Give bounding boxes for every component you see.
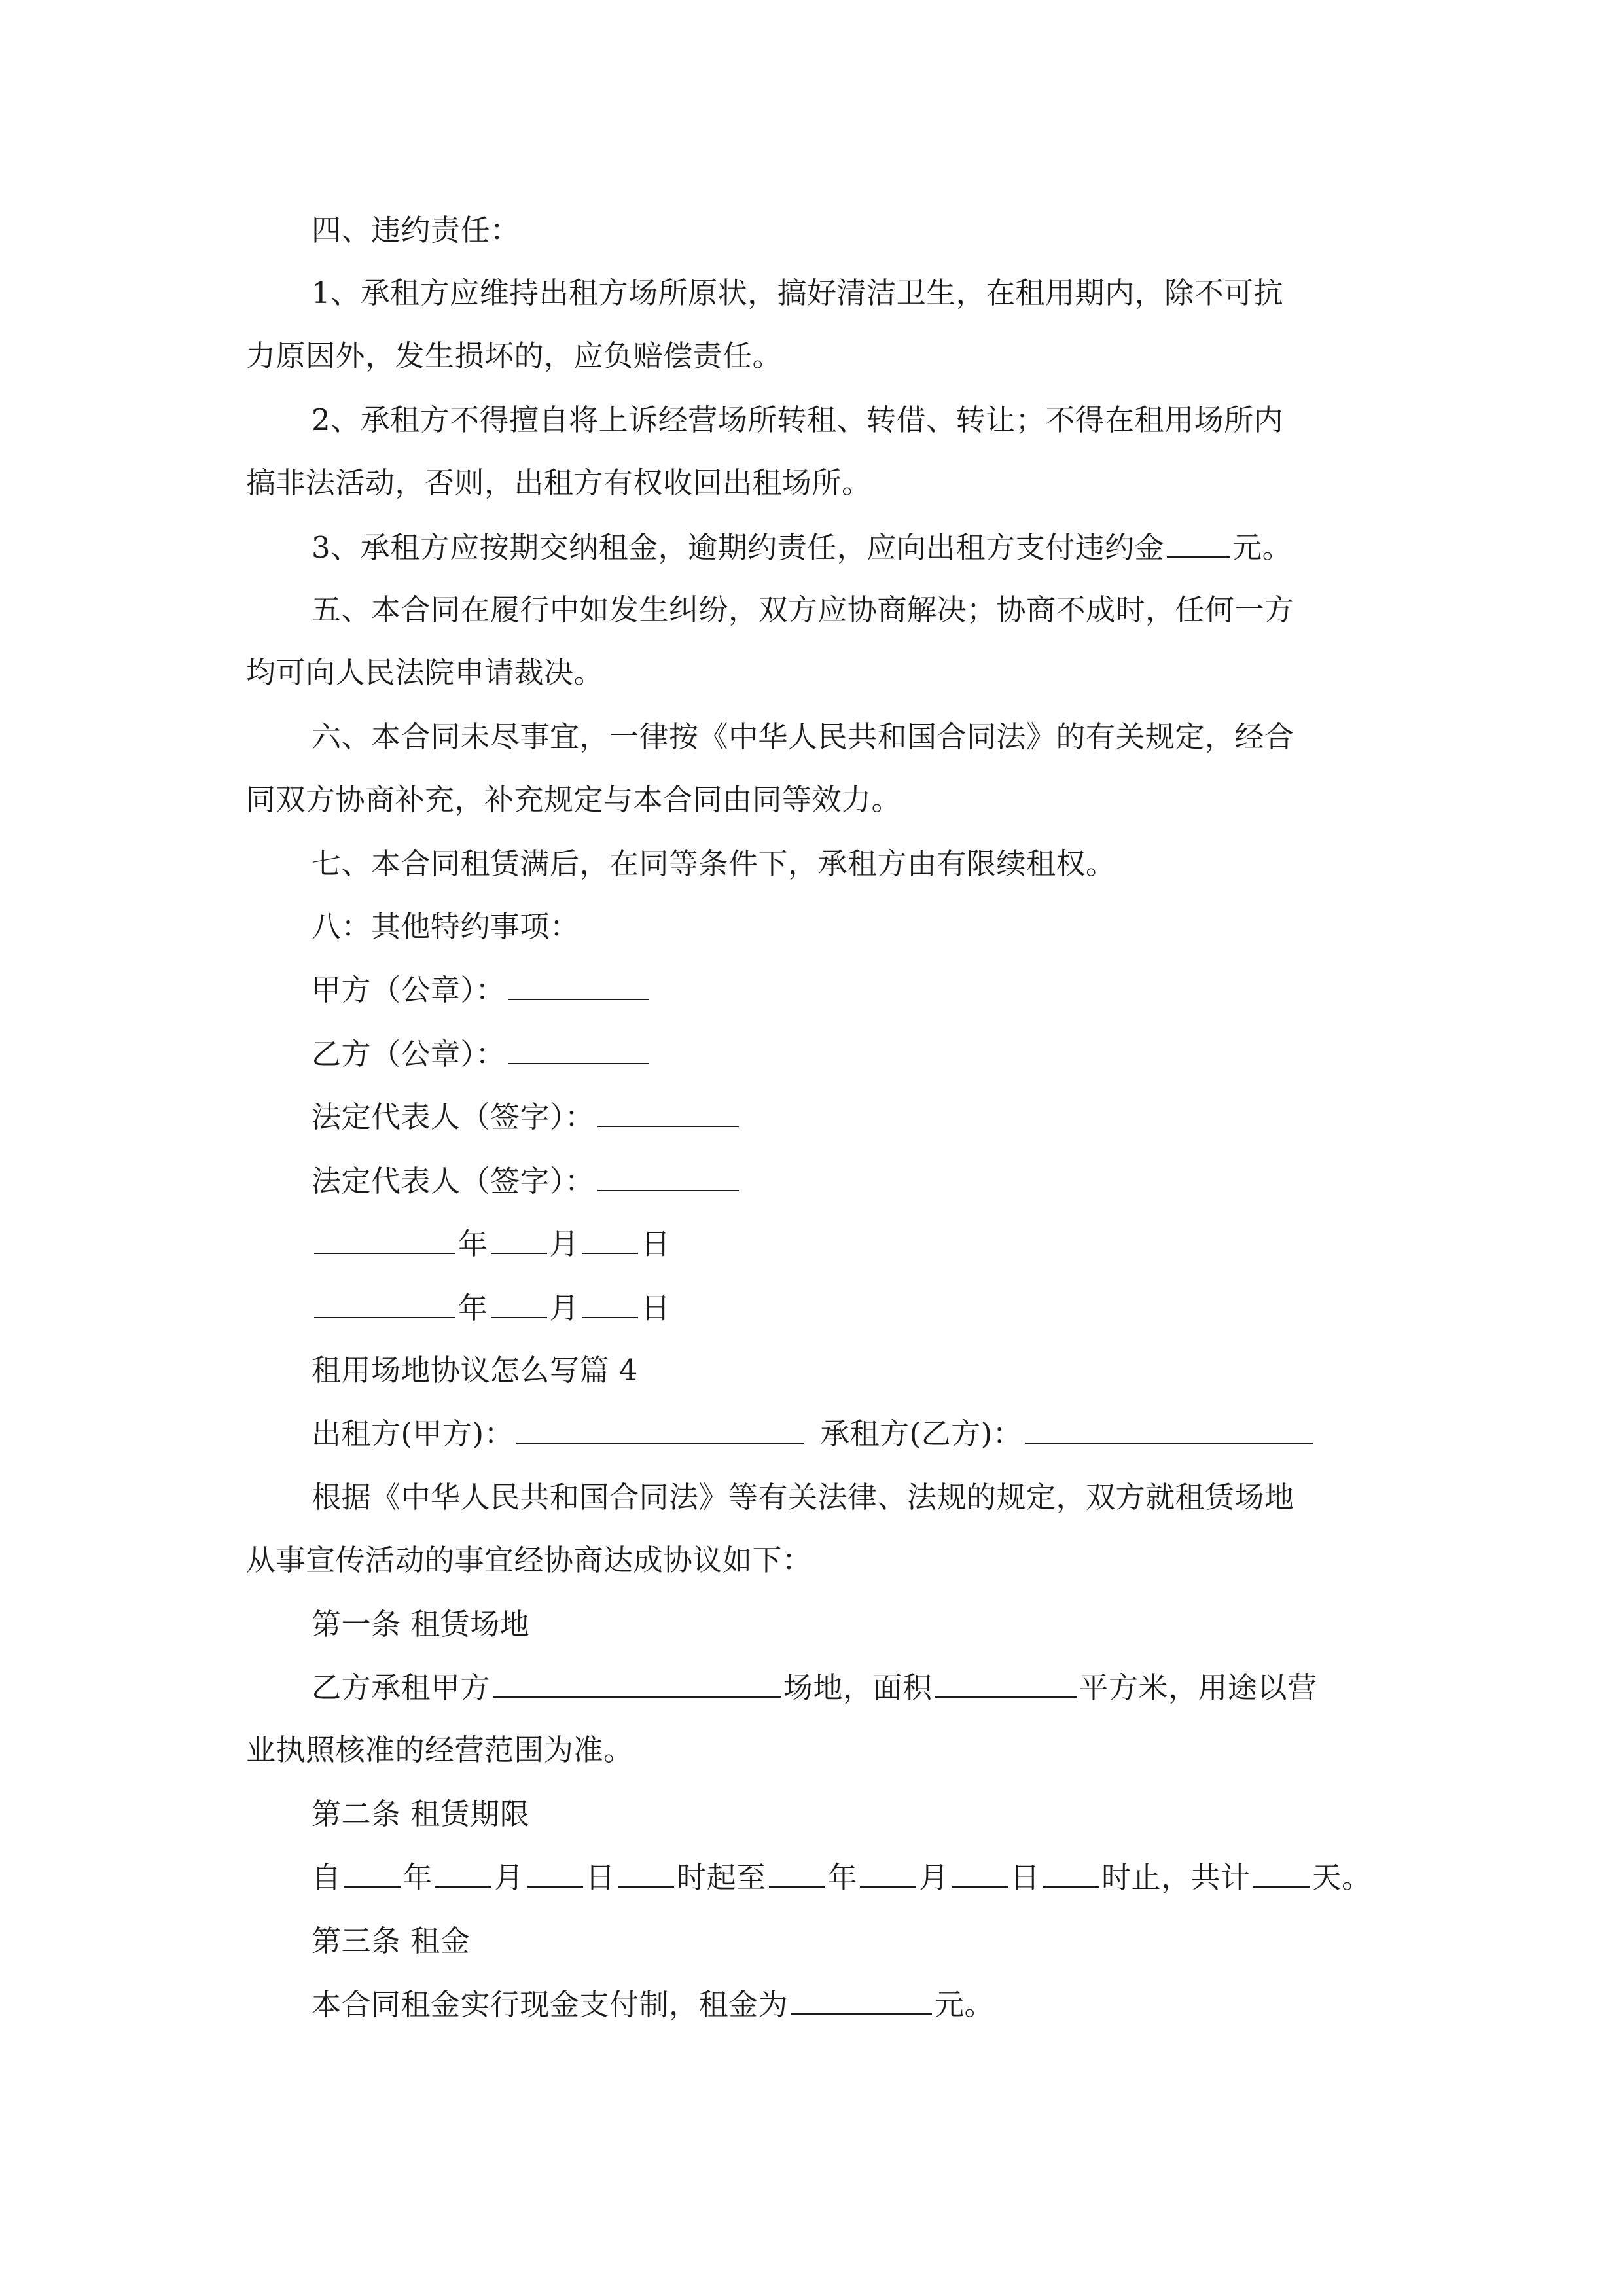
lease-term-row xyxy=(312,1857,1372,1897)
total-days-blank[interactable] xyxy=(1253,1857,1310,1888)
area-blank[interactable] xyxy=(935,1668,1077,1698)
rent-amount-blank[interactable] xyxy=(791,1984,932,2015)
date-a-day-blank[interactable] xyxy=(582,1224,638,1254)
intro-line-1: 根据《中华人民共和国合同法》等有关法律、法规的规定，双方就租赁场地 xyxy=(312,1480,1294,1515)
start-year-blank[interactable] xyxy=(344,1857,401,1888)
start-day-blank[interactable] xyxy=(527,1857,583,1888)
date-row-a xyxy=(312,1224,671,1264)
dispute-clause-line-2: 均可向人民法院申请裁决。 xyxy=(246,655,604,690)
year-label: 年 xyxy=(402,1860,433,1895)
day-label: 日 xyxy=(585,1860,616,1895)
lessee-blank[interactable] xyxy=(1025,1414,1313,1444)
yuan-unit: 元。 xyxy=(1232,530,1293,565)
day-label: 日 xyxy=(641,1227,671,1261)
article-1-line-1 xyxy=(312,1668,1317,1708)
other-matters-line-2: 同双方协商补充，补充规定与本合同由同等效力。 xyxy=(246,782,902,817)
rent-unit: 元。 xyxy=(935,1987,995,2022)
article-1-text-a: 乙方承租甲方 xyxy=(312,1670,491,1705)
party-b-seal-blank[interactable] xyxy=(508,1034,649,1064)
article-1-heading: 第一条 租赁场地 xyxy=(312,1607,530,1641)
lessor-blank[interactable] xyxy=(516,1414,804,1444)
party-b-seal-label: 乙方（公章）： xyxy=(312,1037,506,1071)
hour-from-label: 时起至 xyxy=(677,1860,766,1895)
day-label: 日 xyxy=(1010,1860,1041,1895)
other-matters-line-1: 六、本合同未尽事宜，一律按《中华人民共和国合同法》的有关规定，经合 xyxy=(312,719,1294,754)
party-a-seal-blank[interactable] xyxy=(508,970,649,1000)
hour-to-label: 时止，共计 xyxy=(1101,1860,1251,1895)
date-b-year-blank[interactable] xyxy=(314,1288,455,1318)
from-label: 自 xyxy=(312,1860,342,1895)
breach-item-1-line-1: 1、承租方应维持出租方场所原状，搞好清洁卫生，在租用期内，除不可抗 xyxy=(312,276,1284,310)
lessee-label: 承租方(乙方)： xyxy=(820,1416,1023,1451)
article-1-line-2: 业执照核准的经营范围为准。 xyxy=(246,1732,633,1767)
legal-rep-a-label: 法定代表人（签字）： xyxy=(312,1100,595,1134)
month-label: 月 xyxy=(494,1860,524,1895)
date-b-day-blank[interactable] xyxy=(582,1288,638,1318)
end-hour-blank[interactable] xyxy=(1043,1857,1099,1888)
end-day-blank[interactable] xyxy=(952,1857,1008,1888)
party-b-seal-row xyxy=(312,1034,652,1074)
breach-item-2-line-2: 搞非法活动，否则，出租方有权收回出租场所。 xyxy=(246,465,872,500)
year-label: 年 xyxy=(458,1227,488,1261)
breach-item-3-text: 3、承租方应按期交纳租金，逾期约责任，应向出租方支付违约金 xyxy=(312,530,1165,565)
legal-rep-b-row xyxy=(312,1161,741,1201)
breach-item-1-line-2: 力原因外，发生损坏的，应负赔偿责任。 xyxy=(246,338,783,373)
end-year-blank[interactable] xyxy=(769,1857,825,1888)
intro-line-2: 从事宣传活动的事宜经协商达成协议如下： xyxy=(246,1543,812,1577)
special-terms-heading: 八：其他特约事项： xyxy=(312,909,580,944)
section-breach-heading: 四、违约责任： xyxy=(312,213,520,247)
day-label: 日 xyxy=(641,1291,671,1325)
year-label: 年 xyxy=(458,1291,488,1325)
month-label: 月 xyxy=(549,1291,580,1325)
rent-text: 本合同租金实行现金支付制，租金为 xyxy=(312,1987,789,2022)
article-2-heading: 第二条 租赁期限 xyxy=(312,1797,530,1831)
date-a-month-blank[interactable] xyxy=(491,1224,547,1254)
legal-rep-b-blank[interactable] xyxy=(597,1161,739,1191)
legal-rep-a-blank[interactable] xyxy=(597,1097,739,1127)
venue-blank[interactable] xyxy=(493,1668,781,1698)
month-label: 月 xyxy=(549,1227,580,1261)
date-a-year-blank[interactable] xyxy=(314,1224,455,1254)
article-4-title: 租用场地协议怎么写篇 4 xyxy=(312,1353,638,1388)
legal-rep-a-row xyxy=(312,1097,741,1137)
start-hour-blank[interactable] xyxy=(618,1857,674,1888)
parties-row xyxy=(312,1414,1315,1454)
dispute-clause-line-1: 五、本合同在履行中如发生纠纷，双方应协商解决；协商不成时，任何一方 xyxy=(312,592,1294,627)
article-1-text-b: 场地，面积 xyxy=(783,1670,933,1705)
rent-row xyxy=(312,1984,994,2024)
month-label: 月 xyxy=(919,1860,949,1895)
days-label: 天。 xyxy=(1311,1860,1372,1895)
start-month-blank[interactable] xyxy=(435,1857,491,1888)
legal-rep-b-label: 法定代表人（签字）： xyxy=(312,1164,595,1198)
article-3-heading: 第三条 租金 xyxy=(312,1924,471,1958)
penalty-amount-blank[interactable] xyxy=(1167,528,1230,558)
party-a-seal-label: 甲方（公章）： xyxy=(312,973,506,1007)
date-b-month-blank[interactable] xyxy=(491,1288,547,1318)
breach-item-2-line-1: 2、承租方不得擅自将上诉经营场所转租、转借、转让；不得在租用场所内 xyxy=(312,403,1284,437)
year-label: 年 xyxy=(827,1860,858,1895)
renewal-clause: 七、本合同租赁满后，在同等条件下，承租方由有限续租权。 xyxy=(312,846,1116,881)
date-row-b xyxy=(312,1288,671,1328)
party-a-seal-row xyxy=(312,970,652,1010)
breach-item-3 xyxy=(312,528,1292,567)
lessor-label: 出租方(甲方)： xyxy=(312,1416,514,1451)
end-month-blank[interactable] xyxy=(860,1857,916,1888)
article-1-text-c: 平方米，用途以营 xyxy=(1079,1670,1317,1705)
